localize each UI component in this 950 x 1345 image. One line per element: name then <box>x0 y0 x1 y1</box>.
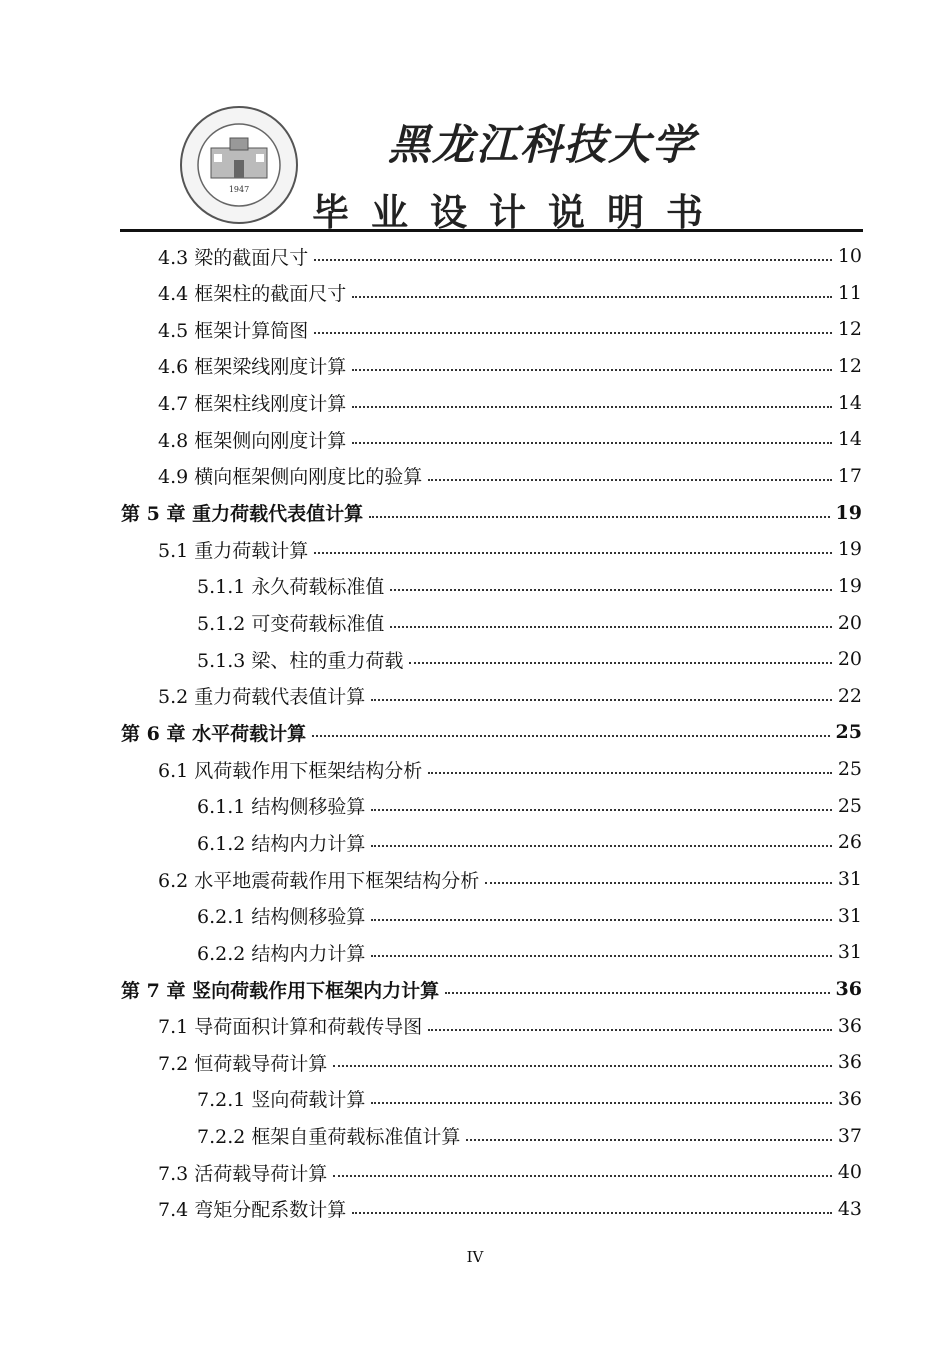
toc-entry[interactable] <box>0 1118 950 1154</box>
toc-entry-title: 5.1.2 可变荷载标准值 <box>197 613 385 635</box>
toc-entry-title: 6.1.2 结构内力计算 <box>197 832 366 855</box>
toc-entry-page: 31 <box>837 904 862 927</box>
toc-entry-title: 7.2 恒荷载导荷计算 <box>158 1052 328 1075</box>
toc-leader-dots <box>371 809 831 811</box>
toc-leader-dots <box>352 296 832 298</box>
toc-leader-dots <box>371 919 831 921</box>
toc-leader-dots <box>314 332 832 334</box>
toc-chapter-entry[interactable] <box>0 714 950 750</box>
toc-leader-dots <box>371 1102 831 1104</box>
page-number: IV <box>466 1248 484 1266</box>
toc-leader-dots <box>428 479 832 481</box>
university-name: 黑龙江科技大学 <box>388 120 697 169</box>
toc-leader-dots <box>352 406 832 408</box>
toc-entry-page: 20 <box>837 611 862 634</box>
toc-leader-dots <box>466 1139 831 1141</box>
toc-entry-title: 第 5 章 重力荷载代表值计算 <box>121 503 364 526</box>
toc-entry[interactable] <box>0 861 950 897</box>
toc-entry-title: 5.1.3 梁、柱的重力荷载 <box>197 649 404 672</box>
toc-entry-title: 7.1 导荷面积计算和荷载传导图 <box>158 1016 423 1039</box>
toc-leader-dots <box>409 662 831 664</box>
toc-entry-title: 6.2.2 结构内力计算 <box>197 942 366 965</box>
toc-entry-page: 37 <box>837 1124 862 1147</box>
toc-leader-dots <box>485 882 832 884</box>
toc-entry-page: 14 <box>837 391 862 414</box>
toc-entry-page: 12 <box>837 354 862 377</box>
toc-leader-dots <box>352 1212 832 1214</box>
page-header <box>0 0 950 240</box>
toc-entry[interactable] <box>0 898 950 934</box>
toc-entry[interactable] <box>0 275 950 311</box>
toc-entry[interactable] <box>0 531 950 567</box>
toc-entry-page: 31 <box>837 868 862 891</box>
toc-leader-dots <box>371 699 832 701</box>
toc-entry-title: 7.4 弯矩分配系数计算 <box>158 1199 347 1222</box>
toc-entry-title: 4.9 横向框架侧向刚度比的验算 <box>158 466 423 489</box>
toc-entry-page: 43 <box>837 1197 862 1220</box>
toc-entry-page: 14 <box>837 428 862 451</box>
toc-entry-title: 7.2.1 竖向荷载计算 <box>197 1089 366 1112</box>
toc-entry[interactable] <box>0 824 950 860</box>
toc-leader-dots <box>314 552 832 554</box>
university-seal-logo <box>178 104 300 226</box>
toc-entry-title: 4.3 梁的截面尺寸 <box>158 246 309 269</box>
toc-entry[interactable] <box>0 751 950 787</box>
toc-entry[interactable] <box>0 1044 950 1080</box>
toc-leader-dots <box>314 259 832 261</box>
toc-leader-dots <box>390 626 831 628</box>
toc-entry-page: 36 <box>835 978 862 1000</box>
toc-entry-title: 5.1.1 永久荷载标准值 <box>197 576 385 599</box>
toc-entry[interactable] <box>0 788 950 824</box>
toc-leader-dots <box>369 516 829 518</box>
toc-leader-dots <box>312 735 829 737</box>
toc-entry-page: 40 <box>837 1161 862 1184</box>
toc-entry-title: 4.7 框架柱线刚度计算 <box>158 393 347 416</box>
toc-entry-title: 6.2.1 结构侧移验算 <box>197 906 366 929</box>
toc-chapter-entry[interactable] <box>0 971 950 1007</box>
toc-entry-title: 6.1 风荷载作用下框架结构分析 <box>158 759 423 782</box>
toc-entry[interactable] <box>0 311 950 347</box>
toc-entry-page: 19 <box>837 574 862 597</box>
header-rule <box>120 229 863 232</box>
toc-leader-dots <box>428 1029 832 1031</box>
toc-entry-title: 7.2.2 框架自重荷载标准值计算 <box>197 1126 461 1149</box>
toc-entry-page: 25 <box>835 721 862 744</box>
toc-entry[interactable] <box>0 458 950 494</box>
toc-entry[interactable] <box>0 678 950 714</box>
toc-entry-page: 26 <box>837 831 862 854</box>
toc-entry-page: 19 <box>835 501 862 524</box>
toc-entry-page: 25 <box>837 794 862 817</box>
toc-leader-dots <box>333 1175 832 1177</box>
toc-entry-page: 31 <box>837 941 862 964</box>
toc-entry-page: 11 <box>837 281 862 304</box>
toc-entry-title: 4.6 框架梁线刚度计算 <box>158 356 347 379</box>
toc-entry-title: 第 7 章 竖向荷载作用下框架内力计算 <box>121 979 440 1002</box>
toc-entry[interactable] <box>0 421 950 457</box>
svg-text:1947: 1947 <box>228 185 250 194</box>
toc-entry-title: 6.2 水平地震荷载作用下框架结构分析 <box>158 869 480 892</box>
toc-entry[interactable] <box>0 605 950 641</box>
toc-entry-page: 19 <box>837 538 862 561</box>
toc-entry[interactable] <box>0 348 950 384</box>
toc-entry-page: 20 <box>837 648 862 671</box>
toc-leader-dots <box>390 589 831 591</box>
toc-entry[interactable] <box>0 1191 950 1227</box>
toc-entry-page: 22 <box>837 684 862 707</box>
toc-leader-dots <box>352 369 832 371</box>
toc-entry-page: 36 <box>837 1014 862 1037</box>
toc-entry-page: 25 <box>837 758 862 781</box>
toc-entry[interactable] <box>0 238 950 274</box>
toc-entry[interactable] <box>0 641 950 677</box>
toc-leader-dots <box>445 992 829 994</box>
toc-entry-title: 7.3 活荷载导荷计算 <box>158 1162 328 1185</box>
toc-entry-page: 17 <box>837 464 862 487</box>
toc-leader-dots <box>428 772 832 774</box>
toc-entry-title: 6.1.1 结构侧移验算 <box>197 796 366 819</box>
toc-entry-page: 10 <box>837 245 862 267</box>
toc-entry[interactable] <box>0 568 950 604</box>
toc-entry[interactable] <box>0 385 950 421</box>
toc-leader-dots <box>333 1065 832 1067</box>
toc-entry[interactable] <box>0 934 950 970</box>
toc-entry-title: 4.5 框架计算简图 <box>158 319 309 342</box>
toc-entry-title: 4.4 框架柱的截面尺寸 <box>158 283 347 306</box>
toc-leader-dots <box>371 845 831 847</box>
toc-entry-title: 5.1 重力荷载计算 <box>158 539 309 562</box>
toc-entry-page: 36 <box>837 1087 862 1110</box>
toc-entry-page: 12 <box>837 318 862 341</box>
toc-entry[interactable] <box>0 1154 950 1190</box>
toc-entry-title: 第 6 章 水平荷载计算 <box>121 722 307 745</box>
toc-chapter-entry[interactable] <box>0 495 950 531</box>
toc-leader-dots <box>352 442 832 444</box>
toc-leader-dots <box>371 955 831 957</box>
toc-entry[interactable] <box>0 1081 950 1117</box>
toc-entry-title: 5.2 重力荷载代表值计算 <box>158 686 366 709</box>
toc-entry-title: 4.8 框架侧向刚度计算 <box>158 429 347 452</box>
toc-entry[interactable] <box>0 1008 950 1044</box>
document-title: 毕业设计说明书 <box>312 191 725 234</box>
toc-entry-page: 36 <box>837 1051 862 1074</box>
